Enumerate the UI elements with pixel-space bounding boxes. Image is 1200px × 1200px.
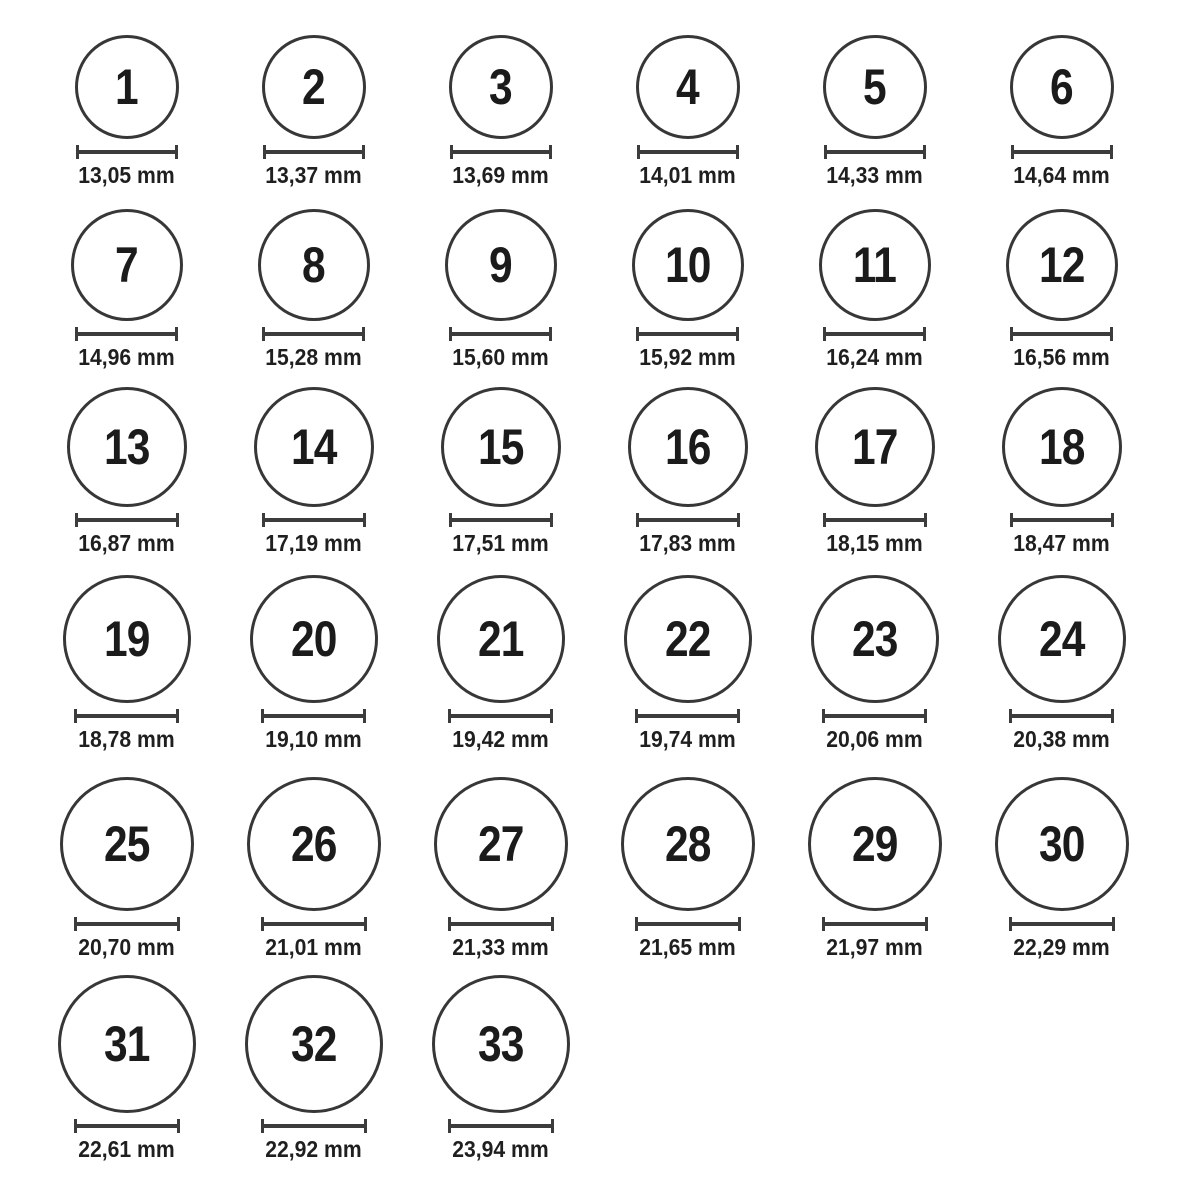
- diameter-measure-line: [75, 327, 178, 341]
- diameter-measure-line: [450, 145, 552, 159]
- ring-circle: [1010, 35, 1114, 139]
- ring-size-number: 27: [477, 816, 524, 872]
- ring-size-row: [0, 198, 1200, 378]
- diameter-label: 18,15 mm: [826, 530, 923, 556]
- diameter-label: 20,38 mm: [1013, 726, 1110, 752]
- diameter-measure-line: [635, 917, 741, 931]
- ring-circle: [75, 35, 179, 139]
- ring-size-item: [968, 198, 1155, 378]
- ring-circle: [60, 777, 194, 911]
- diameter-measure-line: [261, 1119, 367, 1133]
- diameter-label: 13,37 mm: [265, 162, 362, 188]
- ring-size-number: 15: [477, 419, 524, 475]
- ring-size-number: 22: [664, 611, 711, 667]
- diameter-measure-line: [74, 1119, 180, 1133]
- ring-size-item: [968, 564, 1155, 760]
- diameter-label: 17,51 mm: [452, 530, 549, 556]
- ring-size-number: 31: [103, 1016, 150, 1072]
- ring-size-item: [220, 198, 407, 378]
- ring-size-number: 9: [489, 237, 512, 293]
- ring-size-item: [220, 564, 407, 760]
- diameter-label: 14,33 mm: [826, 162, 923, 188]
- diameter-measure-line: [76, 145, 178, 159]
- ring-size-number: 1: [115, 59, 138, 115]
- ring-size-number: 11: [852, 237, 897, 293]
- ring-size-number: 16: [664, 419, 711, 475]
- diameter-label: 18,47 mm: [1013, 530, 1110, 556]
- ring-size-row: [0, 564, 1200, 760]
- ring-circle: [247, 777, 381, 911]
- ring-circle: [811, 575, 939, 703]
- ring-size-number: 7: [115, 237, 138, 293]
- diameter-label: 19,42 mm: [452, 726, 549, 752]
- ring-size-item: [594, 378, 781, 564]
- diameter-measure-line: [74, 709, 179, 723]
- ring-size-row: [0, 760, 1200, 968]
- diameter-measure-line: [1009, 709, 1114, 723]
- diameter-label: 22,61 mm: [78, 1136, 175, 1162]
- diameter-label: 22,92 mm: [265, 1136, 362, 1162]
- ring-circle: [998, 575, 1126, 703]
- ring-size-item: [594, 564, 781, 760]
- ring-size-number: 30: [1038, 816, 1085, 872]
- ring-size-item: [33, 0, 220, 198]
- ring-size-row: [0, 968, 1200, 1200]
- ring-size-item: [968, 0, 1155, 198]
- ring-size-number: 3: [489, 59, 512, 115]
- diameter-measure-line: [75, 513, 179, 527]
- diameter-label: 16,56 mm: [1013, 344, 1110, 370]
- ring-size-item: [781, 760, 968, 968]
- ring-size-item: [33, 198, 220, 378]
- ring-circle: [432, 975, 570, 1113]
- ring-circle: [445, 209, 557, 321]
- ring-size-number: 13: [103, 419, 150, 475]
- diameter-label: 16,24 mm: [826, 344, 923, 370]
- diameter-measure-line: [1010, 327, 1113, 341]
- ring-size-number: 28: [664, 816, 711, 872]
- diameter-measure-line: [261, 917, 367, 931]
- ring-size-item: [33, 968, 220, 1200]
- ring-circle: [245, 975, 383, 1113]
- diameter-label: 17,83 mm: [639, 530, 736, 556]
- diameter-measure-line: [1010, 513, 1114, 527]
- diameter-label: 20,70 mm: [78, 934, 175, 960]
- diameter-measure-line: [448, 709, 553, 723]
- ring-size-item: [781, 0, 968, 198]
- diameter-measure-line: [1011, 145, 1113, 159]
- ring-circle: [250, 575, 378, 703]
- diameter-label: 19,74 mm: [639, 726, 736, 752]
- ring-size-number: 14: [290, 419, 337, 475]
- ring-size-row: [0, 0, 1200, 198]
- ring-circle: [71, 209, 183, 321]
- ring-size-number: 23: [851, 611, 898, 667]
- diameter-label: 16,87 mm: [78, 530, 175, 556]
- ring-circle: [815, 387, 935, 507]
- ring-size-item: [407, 564, 594, 760]
- ring-size-number: 5: [863, 59, 886, 115]
- ring-size-number: 21: [477, 611, 524, 667]
- ring-circle: [1002, 387, 1122, 507]
- diameter-label: 13,05 mm: [78, 162, 175, 188]
- diameter-label: 15,28 mm: [265, 344, 362, 370]
- ring-circle: [441, 387, 561, 507]
- diameter-label: 21,65 mm: [639, 934, 736, 960]
- ring-size-number: 24: [1038, 611, 1085, 667]
- diameter-measure-line: [449, 327, 552, 341]
- ring-size-item: [220, 0, 407, 198]
- ring-size-item: [33, 564, 220, 760]
- diameter-label: 21,01 mm: [265, 934, 362, 960]
- diameter-measure-line: [824, 145, 926, 159]
- diameter-label: 21,97 mm: [826, 934, 923, 960]
- ring-size-item: [220, 968, 407, 1200]
- diameter-measure-line: [822, 709, 927, 723]
- ring-size-number: 8: [302, 237, 325, 293]
- diameter-label: 15,92 mm: [639, 344, 736, 370]
- ring-circle: [819, 209, 931, 321]
- ring-size-item: [407, 968, 594, 1200]
- ring-size-number: 10: [664, 237, 711, 293]
- ring-size-item: [594, 198, 781, 378]
- diameter-measure-line: [637, 145, 739, 159]
- diameter-measure-line: [1009, 917, 1115, 931]
- ring-size-number: 2: [302, 59, 325, 115]
- ring-size-number: 18: [1038, 419, 1085, 475]
- diameter-label: 19,10 mm: [265, 726, 362, 752]
- ring-size-item: [781, 378, 968, 564]
- diameter-measure-line: [262, 327, 365, 341]
- ring-circle: [258, 209, 370, 321]
- ring-circle: [58, 975, 196, 1113]
- ring-circle: [63, 575, 191, 703]
- diameter-measure-line: [448, 917, 554, 931]
- ring-circle: [628, 387, 748, 507]
- ring-size-item: [407, 760, 594, 968]
- ring-size-item: [781, 564, 968, 760]
- ring-circle: [434, 777, 568, 911]
- diameter-measure-line: [635, 709, 740, 723]
- ring-size-item: [33, 378, 220, 564]
- ring-circle: [1006, 209, 1118, 321]
- ring-size-number: 29: [851, 816, 898, 872]
- ring-circle: [262, 35, 366, 139]
- diameter-label: 14,01 mm: [639, 162, 736, 188]
- ring-size-row: [0, 378, 1200, 564]
- diameter-measure-line: [822, 917, 928, 931]
- ring-size-item: [33, 760, 220, 968]
- diameter-label: 21,33 mm: [452, 934, 549, 960]
- ring-size-number: 12: [1038, 237, 1085, 293]
- ring-circle: [636, 35, 740, 139]
- diameter-measure-line: [74, 917, 180, 931]
- ring-size-number: 33: [477, 1016, 524, 1072]
- ring-size-number: 32: [290, 1016, 337, 1072]
- ring-size-item: [594, 0, 781, 198]
- diameter-label: 14,96 mm: [78, 344, 175, 370]
- diameter-measure-line: [823, 327, 926, 341]
- ring-size-item: [781, 198, 968, 378]
- diameter-measure-line: [261, 709, 366, 723]
- ring-size-number: 20: [290, 611, 337, 667]
- diameter-label: 18,78 mm: [78, 726, 175, 752]
- ring-size-item: [407, 198, 594, 378]
- ring-size-item: [220, 378, 407, 564]
- ring-circle: [437, 575, 565, 703]
- ring-size-item: [968, 378, 1155, 564]
- diameter-label: 14,64 mm: [1013, 162, 1110, 188]
- ring-circle: [995, 777, 1129, 911]
- diameter-label: 17,19 mm: [265, 530, 362, 556]
- diameter-label: 23,94 mm: [452, 1136, 549, 1162]
- ring-circle: [67, 387, 187, 507]
- ring-size-number: 17: [851, 419, 898, 475]
- ring-size-item: [968, 760, 1155, 968]
- diameter-label: 15,60 mm: [452, 344, 549, 370]
- ring-circle: [823, 35, 927, 139]
- ring-circle: [632, 209, 744, 321]
- diameter-measure-line: [823, 513, 927, 527]
- diameter-label: 20,06 mm: [826, 726, 923, 752]
- diameter-measure-line: [448, 1119, 554, 1133]
- diameter-measure-line: [449, 513, 553, 527]
- ring-size-item: [407, 378, 594, 564]
- diameter-measure-line: [263, 145, 365, 159]
- ring-circle: [621, 777, 755, 911]
- ring-size-number: 26: [290, 816, 337, 872]
- ring-size-item: [220, 760, 407, 968]
- ring-circle: [624, 575, 752, 703]
- ring-size-number: 25: [103, 816, 150, 872]
- ring-circle: [254, 387, 374, 507]
- ring-size-number: 19: [103, 611, 150, 667]
- ring-circle: [808, 777, 942, 911]
- ring-size-item: [594, 760, 781, 968]
- diameter-measure-line: [262, 513, 366, 527]
- diameter-measure-line: [636, 327, 739, 341]
- ring-size-number: 6: [1050, 59, 1073, 115]
- diameter-label: 13,69 mm: [452, 162, 549, 188]
- ring-size-item: [407, 0, 594, 198]
- diameter-label: 22,29 mm: [1013, 934, 1110, 960]
- diameter-measure-line: [636, 513, 740, 527]
- ring-circle: [449, 35, 553, 139]
- ring-size-number: 4: [676, 59, 699, 115]
